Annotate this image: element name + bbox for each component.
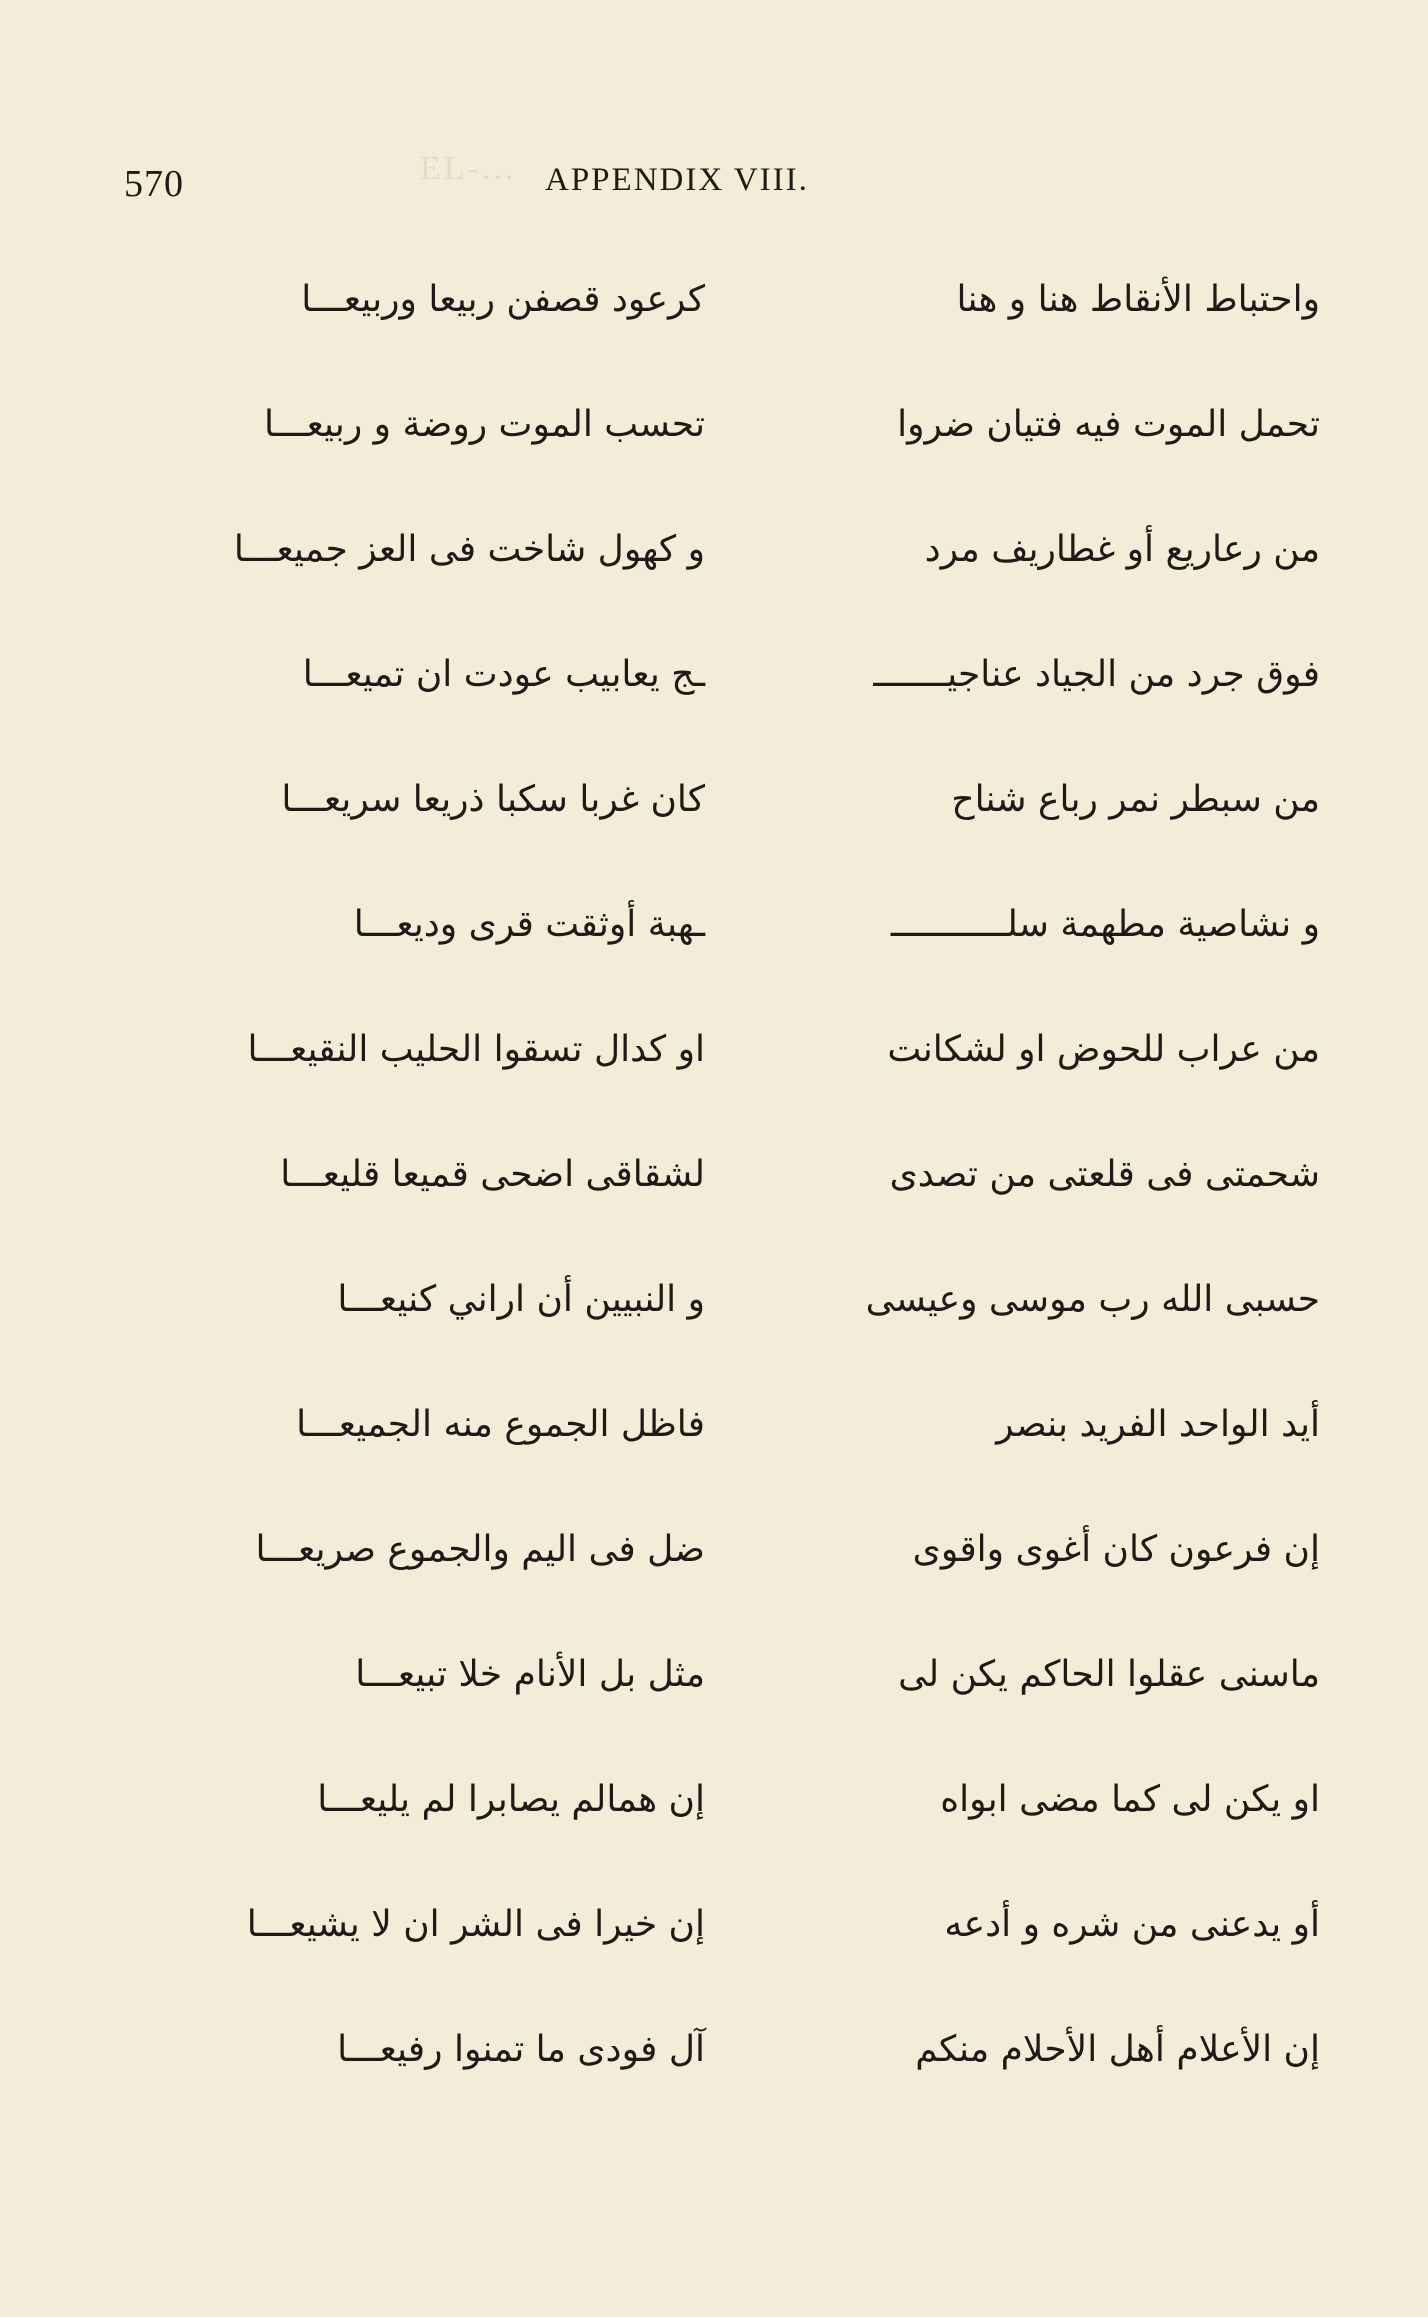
hemistich-second: و النبيين أن اراني كنيعـــا — [337, 1279, 705, 1320]
hemistich-second: كان غربا سكبا ذريعا سريعـــا — [281, 779, 705, 820]
couplet — [120, 1365, 1320, 1490]
couplet — [120, 740, 1320, 865]
hemistich-second: تحسب الموت روضة و ربيعـــا — [263, 404, 705, 445]
couplet — [120, 1115, 1320, 1240]
hemistich-first: شحمتى فى قلعتى من تصدى — [889, 1154, 1320, 1195]
couplet — [120, 615, 1320, 740]
couplet — [120, 1865, 1320, 1990]
couplet — [120, 990, 1320, 1115]
couplet — [120, 1990, 1320, 2115]
bleed-through-text: EL-... — [420, 150, 517, 187]
hemistich-first: تحمل الموت فيه فتيان ضروا — [897, 404, 1320, 445]
hemistich-first: من سبطر نمر رباع شناح — [951, 779, 1320, 820]
hemistich-second: كرعود قصفن ربيعا وربيعـــا — [301, 279, 705, 320]
hemistich-first: أيد الواحد الفريد بنصر — [996, 1404, 1320, 1445]
hemistich-second: لشقاقى اضحى قميعا قليعـــا — [280, 1154, 705, 1195]
hemistich-second: آل فودى ما تمنوا رفيعـــا — [337, 2029, 705, 2070]
couplet — [120, 1615, 1320, 1740]
running-head: APPENDIX VIII. — [545, 162, 809, 198]
hemistich-first: إن فرعون كان أغوى واقوى — [912, 1529, 1320, 1570]
couplet — [120, 240, 1320, 365]
hemistich-second: او كدال تسقوا الحليب النقيعـــا — [247, 1029, 705, 1070]
hemistich-second: ـج يعابيب عودت ان تميعـــا — [302, 654, 705, 695]
couplet — [120, 1490, 1320, 1615]
verse-block — [120, 240, 1320, 2115]
couplet — [120, 490, 1320, 615]
couplet — [120, 1240, 1320, 1365]
hemistich-second: ـهبة أوثقت قرى وديعـــا — [353, 904, 705, 945]
hemistich-second: و كهول شاخت فى العز جميعـــا — [233, 529, 705, 570]
hemistich-second: إن همالم يصابرا لم يليعـــا — [317, 1779, 705, 1820]
couplet — [120, 865, 1320, 990]
hemistich-first: و نشاصية مطهمة سلـــــــــــ — [890, 904, 1320, 945]
hemistich-second: فاظل الجموع منه الجميعـــا — [296, 1404, 705, 1445]
hemistich-second: إن خيرا فى الشر ان لا يشيعـــا — [246, 1904, 705, 1945]
hemistich-first: او يكن لى كما مضى ابواه — [940, 1779, 1320, 1820]
hemistich-second: ضل فى اليم والجموع صريعـــا — [255, 1529, 705, 1570]
couplet — [120, 365, 1320, 490]
hemistich-first: فوق جرد من الجياد عناجيـــــــ — [873, 654, 1320, 695]
hemistich-first: من عراب للحوض او لشكانت — [887, 1029, 1320, 1070]
hemistich-first: من رعاريع أو غطاريف مرد — [924, 529, 1320, 570]
hemistich-second: مثل بل الأنام خلا تبيعـــا — [355, 1654, 705, 1695]
hemistich-first: إن الأعلام أهل الأحلام منكم — [915, 2029, 1320, 2070]
hemistich-first: ماسنى عقلوا الحاكم يكن لى — [898, 1654, 1320, 1695]
couplet — [120, 1740, 1320, 1865]
hemistich-first: واحتباط الأنقاط هنا و هنا — [956, 279, 1320, 320]
hemistich-first: حسبى الله رب موسى وعيسى — [865, 1279, 1320, 1320]
page-number: 570 — [124, 163, 184, 205]
hemistich-first: أو يدعنى من شره و أدعه — [944, 1904, 1320, 1945]
